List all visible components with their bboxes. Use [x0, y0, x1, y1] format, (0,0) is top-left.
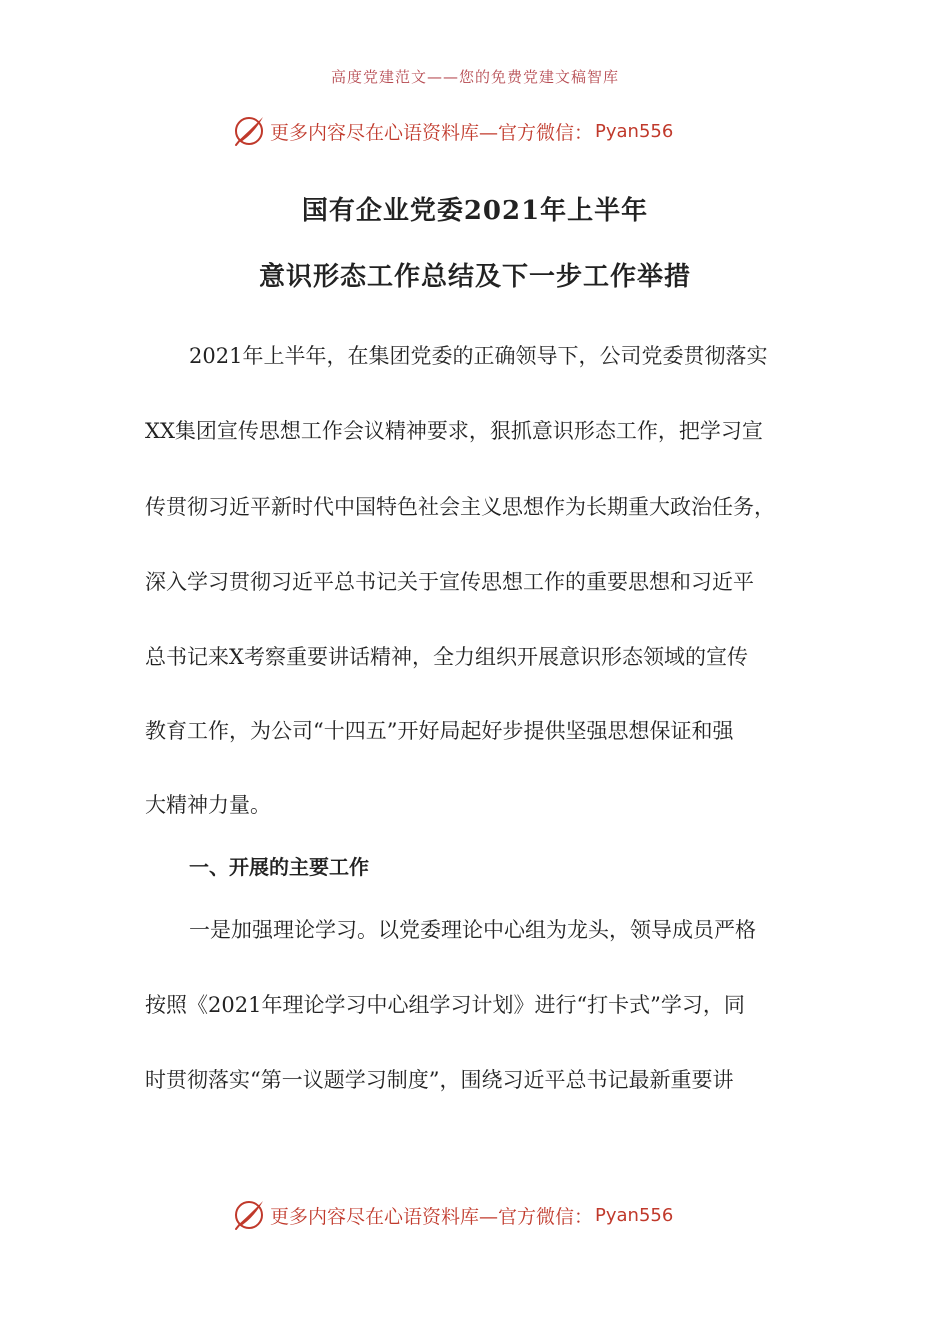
top-banner: 高度党建范文——您的免费党建文稿智库 — [330, 68, 619, 86]
paragraph-line: 总书记来X考察重要讲话精神，全力组织开展意识形态领域的宣传 — [145, 645, 748, 669]
quill-pen-logo-icon — [232, 1198, 266, 1232]
paragraph-line: 2021年上半年，在集团党委的正确领导下，公司党委贯彻落实 — [189, 344, 768, 368]
paragraph-line: 传贯彻习近平新时代中国特色社会主义思想作为长期重大政治任务， — [145, 495, 775, 519]
paragraph-line: 教育工作，为公司“十四五”开好局起好步提供坚强思想保证和强 — [145, 719, 734, 743]
promo-text: 更多内容尽在心语资料库—官方微信： — [270, 121, 594, 144]
promo-line-bottom — [232, 1198, 673, 1232]
document-title-line-2: 意识形态工作总结及下一步工作举措 — [258, 262, 691, 292]
wechat-id: Pyan556 — [595, 120, 674, 142]
paragraph-line: 一是加强理论学习。以党委理论中心组为龙头，领导成员严格 — [189, 918, 756, 942]
quill-pen-logo-icon — [232, 114, 266, 148]
promo-line-top — [232, 114, 673, 148]
paragraph-line: XX集团宣传思想工作会议精神要求，狠抓意识形态工作，把学习宣 — [145, 419, 763, 443]
document-title-line-1: 国有企业党委2021年上半年 — [301, 196, 649, 226]
promo-text: 更多内容尽在心语资料库—官方微信： — [270, 1205, 594, 1228]
section-heading: 一、开展的主要工作 — [189, 855, 369, 879]
paragraph-line: 时贯彻落实“第一议题学习制度”，围绕习近平总书记最新重要讲 — [145, 1068, 734, 1092]
paragraph-line: 按照《2021年理论学习中心组学习计划》进行“打卡式”学习，同 — [145, 993, 745, 1017]
paragraph-line: 深入学习贯彻习近平总书记关于宣传思想工作的重要思想和习近平 — [145, 570, 754, 594]
paragraph-line: 大精神力量。 — [145, 793, 271, 817]
wechat-id: Pyan556 — [595, 1204, 674, 1226]
